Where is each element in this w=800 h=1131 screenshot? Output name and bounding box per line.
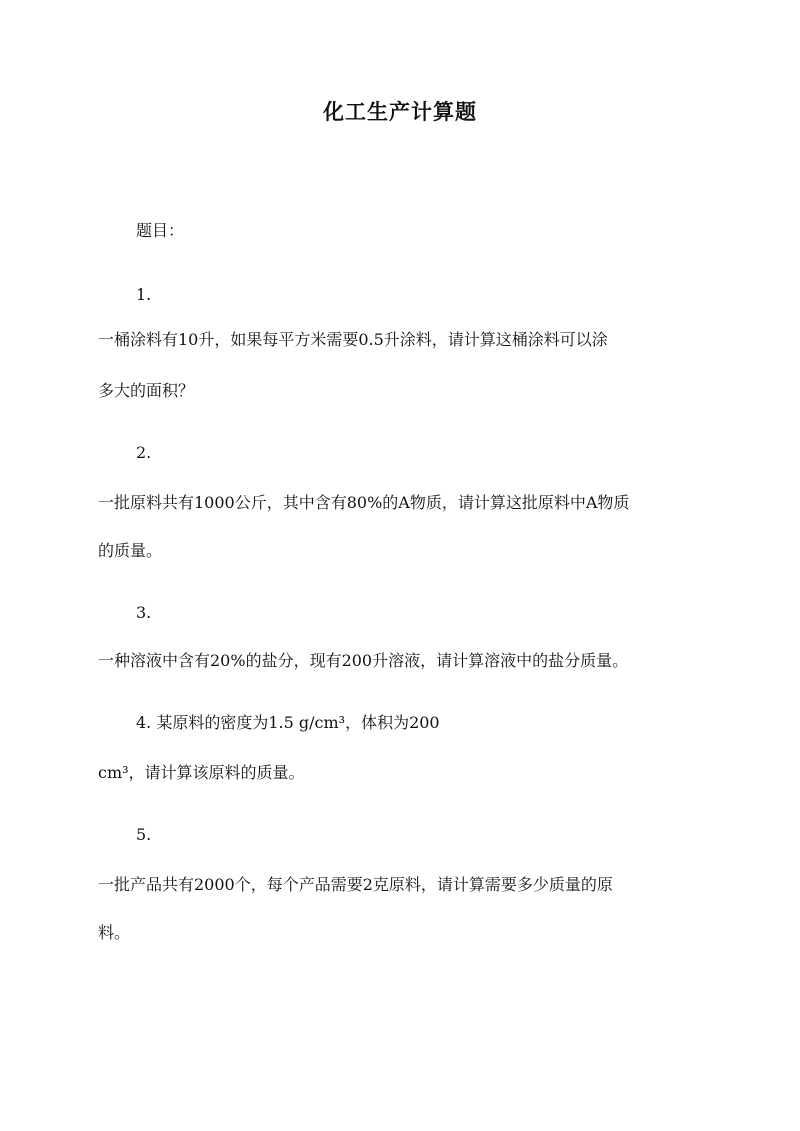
question-3-line-1: 一种溶液中含有20%的盐分，现有200升溶液，请计算溶液中的盐分质量。: [98, 651, 629, 670]
question-5-line-1: 一批产品共有2000个，每个产品需要2克原料，请计算需要多少质量的原: [98, 875, 613, 894]
section-label: 题目：: [136, 221, 185, 240]
question-2-line-1: 一批原料共有1000公斤，其中含有80%的A物质，请计算这批原料中A物质: [98, 493, 630, 512]
question-4-line-1: cm³，请计算该原料的质量。: [98, 763, 305, 782]
question-4-number-line: 4. 某原料的密度为1.5 g/cm³，体积为200: [136, 713, 440, 732]
document-title: 化工生产计算题: [323, 99, 477, 124]
question-2-number: 2.: [136, 443, 152, 462]
question-5-number: 5.: [136, 825, 152, 844]
question-3-number: 3.: [136, 603, 152, 622]
question-1-number: 1.: [136, 285, 152, 304]
question-5-line-2: 料。: [98, 923, 131, 942]
question-1-line-2: 多大的面积？: [98, 381, 195, 400]
question-1-line-1: 一桶涂料有10升，如果每平方米需要0.5升涂料，请计算这桶涂料可以涂: [98, 330, 608, 349]
question-2-line-2: 的质量。: [98, 541, 163, 560]
